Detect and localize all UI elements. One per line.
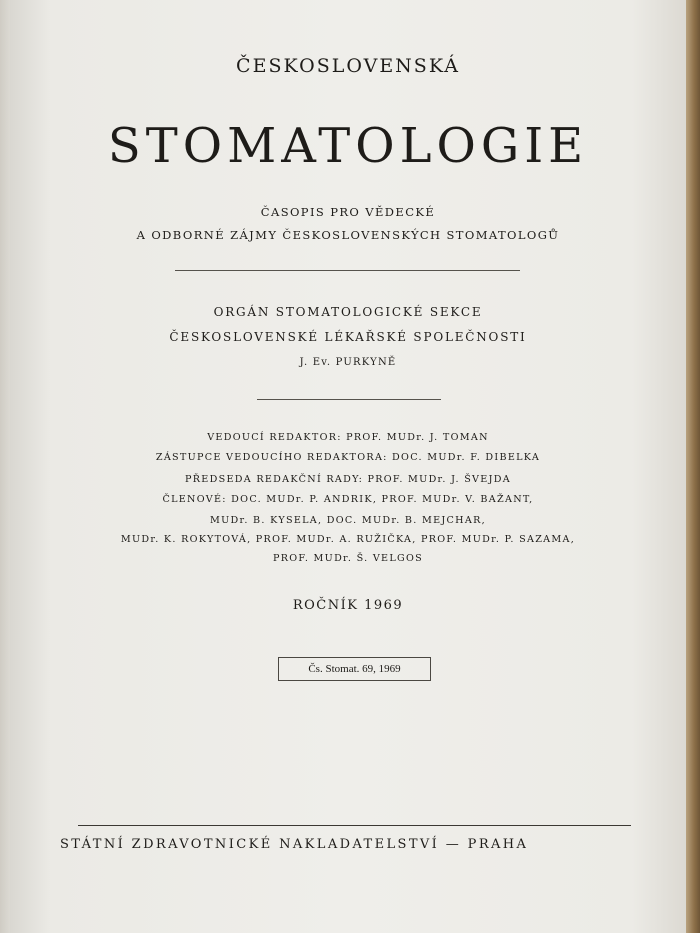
editor-line: ČLENOVÉ: DOC. MUDr. P. ANDRIK, PROF. MUDr. V. BAŽANT, (162, 494, 534, 505)
volume-year: ROČNÍK 1969 (292, 598, 404, 613)
journal-title: STOMATOLOGIE (107, 118, 589, 174)
title-page (10, 0, 686, 933)
organ-line-2: ČESKOSLOVENSKÉ LÉKAŘSKÉ SPOLEČNOSTI (169, 330, 527, 344)
editor-line: PŘEDSEDA REDAKČNÍ RADY: PROF. MUDr. J. ŠVEJDA (185, 474, 511, 485)
subtitle-line-2: A ODBORNÉ ZÁJMY ČESKOSLOVENSKÝCH STOMATOLOGŮ (136, 228, 560, 242)
organ-line-1: ORGÁN STOMATOLOGICKÉ SEKCE (213, 305, 483, 319)
editor-line: MUDr. K. ROKYTOVÁ, PROF. MUDr. A. RUŽIČKA, PROF. MUDr. P. SAZAMA, (120, 534, 576, 545)
publisher-line: STÁTNÍ ZDRAVOTNICKÉ NAKLADATELSTVÍ — PRAHA (60, 837, 529, 852)
book-edge (686, 0, 700, 933)
editor-line: ZÁSTUPCE VEDOUCÍHO REDAKTORA: DOC. MUDr. F. DIBELKA (155, 452, 541, 463)
organ-line-3: J. Ev. PURKYNĚ (299, 357, 397, 368)
footer-rule (78, 825, 631, 826)
subtitle-line-1: ČASOPIS PRO VĚDECKÉ (260, 205, 436, 219)
editor-line: PROF. MUDr. Š. VELGOS (272, 553, 424, 564)
pre-title: ČESKOSLOVENSKÁ (236, 55, 460, 77)
divider-rule (175, 270, 520, 271)
editor-line: MUDr. B. KYSELA, DOC. MUDr. B. MEJCHAR, (210, 515, 486, 526)
citation-box: Čs. Stomat. 69, 1969 (278, 657, 431, 681)
divider-rule (257, 399, 441, 400)
editor-line: VEDOUCÍ REDAKTOR: PROF. MUDr. J. TOMAN (207, 432, 489, 443)
